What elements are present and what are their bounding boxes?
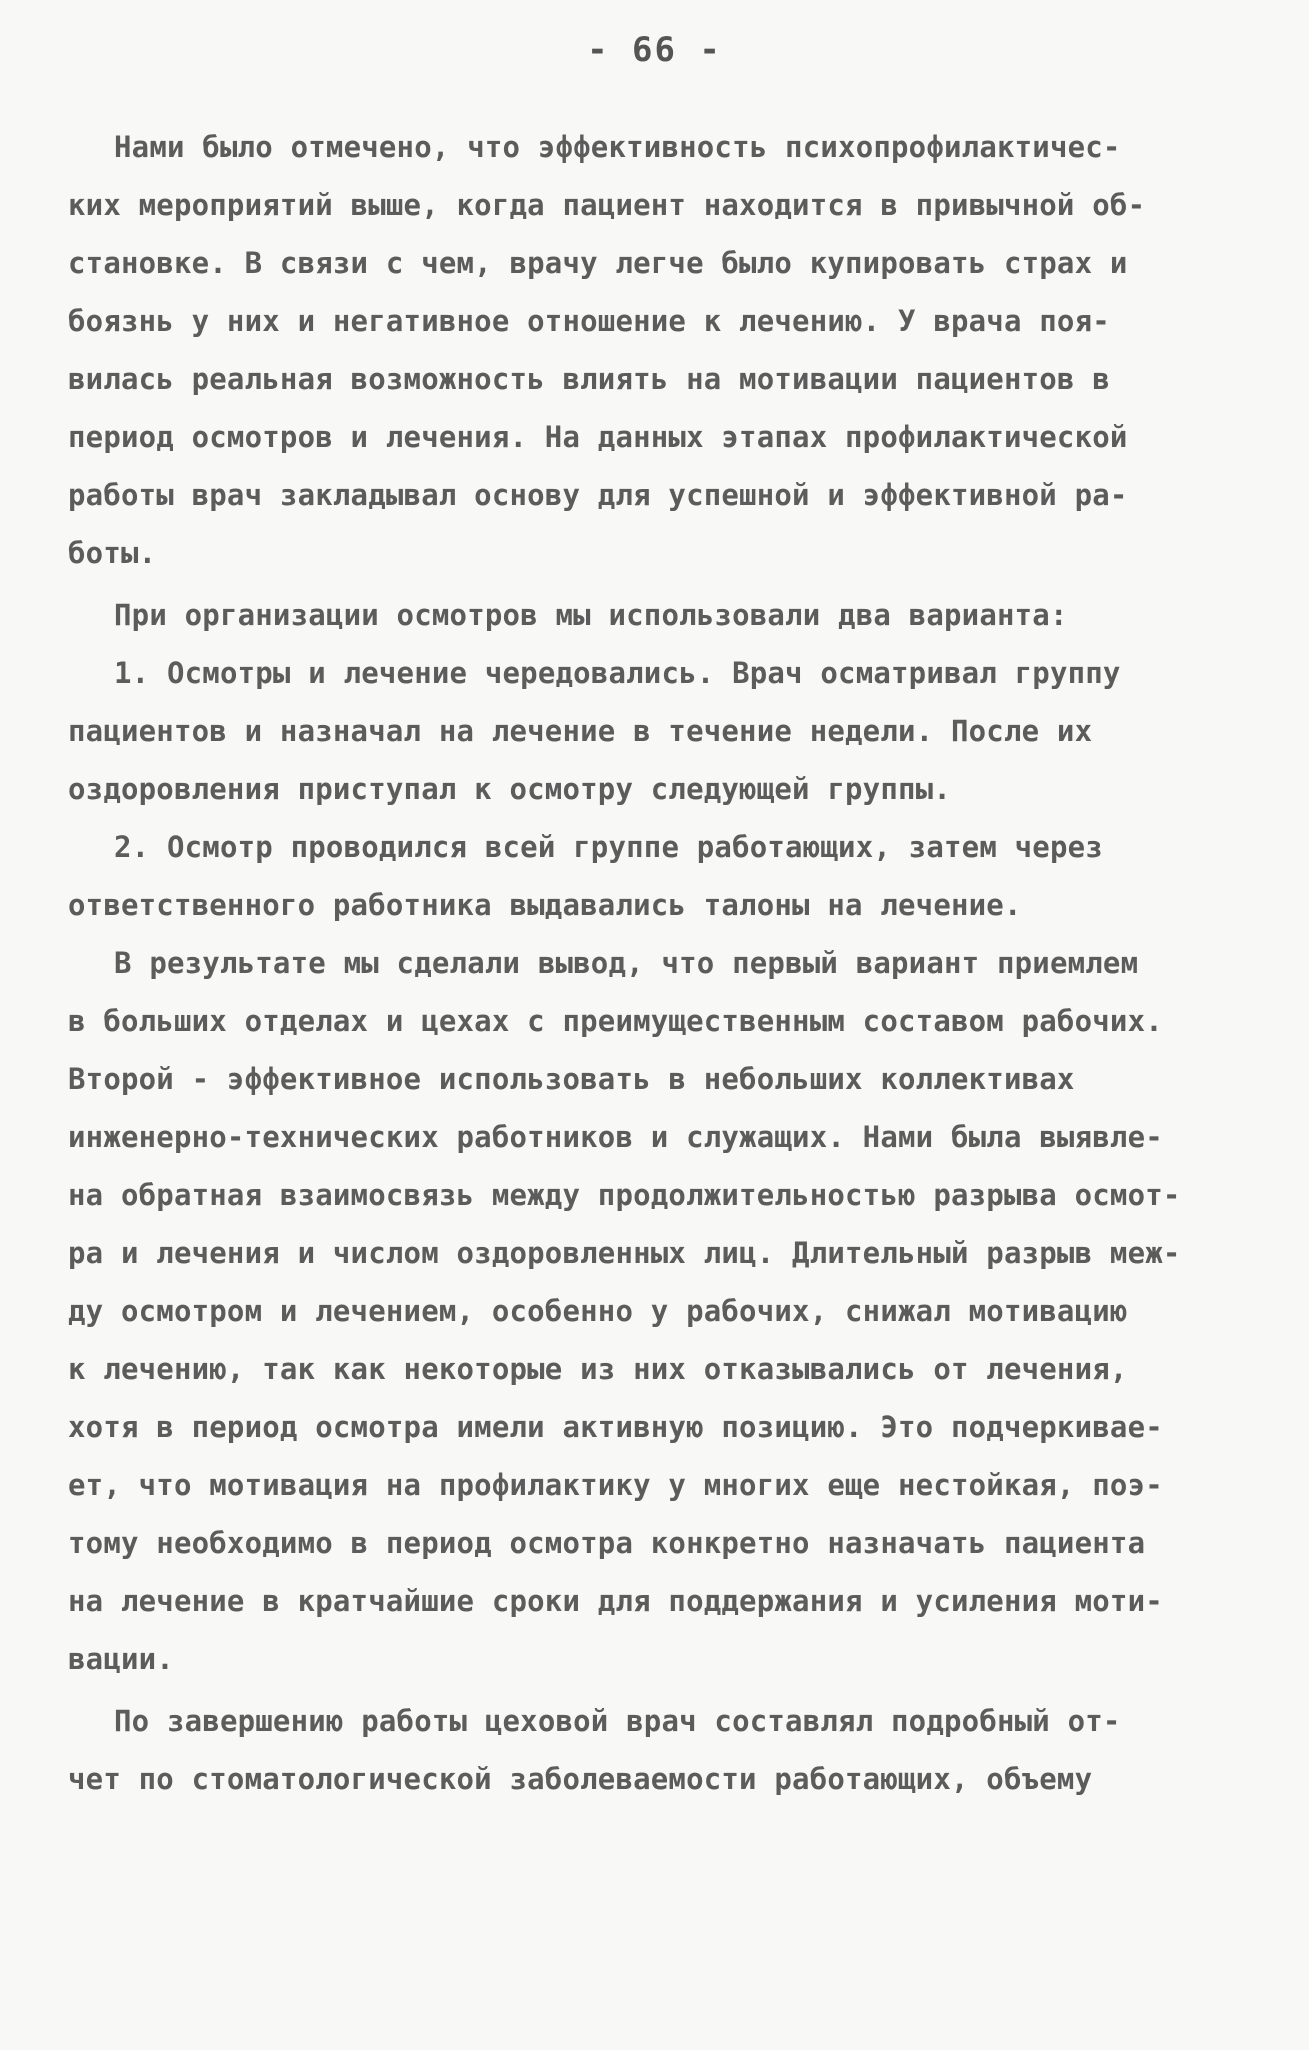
text-line: чет по стоматологической заболеваемости работающих, объему: [68, 1762, 1093, 1796]
text-line: При организации осмотров мы использовали два варианта:: [114, 598, 1068, 632]
text-line: хотя в период осмотра имели активную позицию. Это подчеркивае-: [68, 1410, 1163, 1444]
text-line: тому необходимо в период осмотра конкретно назначать пациента: [68, 1526, 1146, 1560]
text-line: В результате мы сделали вывод, что первый вариант приемлем: [114, 946, 1139, 980]
text-line: ра и лечения и числом оздоровленных лиц. Длительный разрыв меж-: [68, 1236, 1181, 1270]
text-line: вилась реальная возможность влиять на мотивации пациентов в: [68, 362, 1110, 396]
text-line: ких мероприятий выше, когда пациент находится в привычной об-: [68, 188, 1146, 222]
text-line: ответственного работника выдавались талоны на лечение.: [68, 888, 1022, 922]
text-line: к лечению, так как некоторые из них отказывались от лечения,: [68, 1352, 1128, 1386]
text-line: 1. Осмотры и лечение чередовались. Врач осматривал группу: [114, 656, 1121, 690]
text-line: По завершению работы цеховой врач составлял подробный от-: [114, 1704, 1121, 1738]
text-line: Второй - эффективное использовать в небольших коллективах: [68, 1062, 1075, 1096]
text-line: ет, что мотивация на профилактику у многих еще нестойкая, поэ-: [68, 1468, 1163, 1502]
text-line: на обратная взаимосвязь между продолжительностью разрыва осмот-: [68, 1178, 1181, 1212]
text-line: ду осмотром и лечением, особенно у рабочих, снижал мотивацию: [68, 1294, 1128, 1328]
text-line: боязнь у них и негативное отношение к лечению. У врача поя-: [68, 304, 1110, 338]
text-line: в больших отделах и цехах с преимущественным составом рабочих.: [68, 1004, 1163, 1038]
text-line: инженерно-технических работников и служащих. Нами была выявле-: [68, 1120, 1163, 1154]
page-number: - 66 -: [587, 30, 722, 70]
text-line: работы врач закладывал основу для успешной и эффективной ра-: [68, 478, 1128, 512]
body-text: [68, 118, 1248, 1808]
text-line: оздоровления приступал к осмотру следующей группы.: [68, 772, 951, 806]
text-line: период осмотров и лечения. На данных этапах профилактической: [68, 420, 1128, 454]
text-line: 2. Осмотр проводился всей группе работающих, затем через: [114, 830, 1103, 864]
text-line: на лечение в кратчайшие сроки для поддержания и усиления моти-: [68, 1584, 1163, 1618]
text-line: боты.: [68, 536, 157, 570]
text-line: пациентов и назначал на лечение в течение недели. После их: [68, 714, 1093, 748]
text-line: становке. В связи с чем, врачу легче было купировать страх и: [68, 246, 1128, 280]
text-line: вации.: [68, 1642, 174, 1676]
text-line: Нами было отмечено, что эффективность психопрофилактичес-: [114, 130, 1121, 164]
